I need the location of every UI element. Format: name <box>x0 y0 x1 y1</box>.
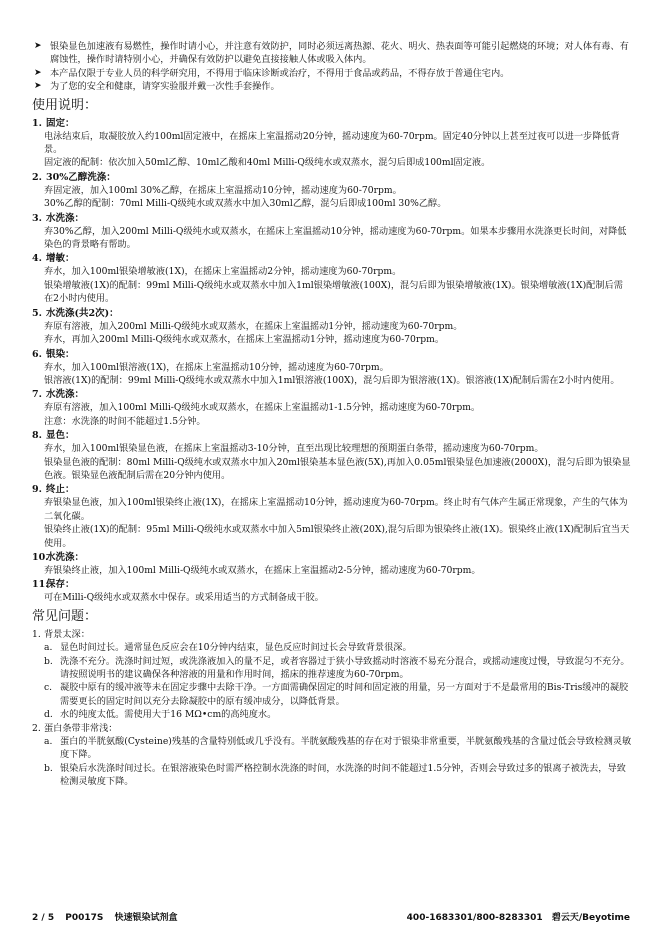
step-line: 银染显色液的配制：80ml Milli-Q级纯水或双蒸水中加入20ml银染基本显色液(5X),再加入0.05ml银染显色加速液(2000X)，混匀后即为银染显色液。银染显色液配制后需在20分钟内使用。 <box>44 456 631 481</box>
step-line: 弃水，加入100ml银染增敏液(1X)，在摇床上室温摇动2分钟，摇动速度为60-70rpm。 <box>44 266 402 278</box>
step-item: 2. 30%乙醇洗涤： 弃固定液，加入100ml 30%乙醇，在摇床上室温摇动10分钟，摇动速度为60-70rpm。 30%乙醇的配制：70ml Milli-Q级纯水或双蒸水中加入30ml乙醇，混匀后即成100ml 30%乙醇。 <box>32 171 632 211</box>
step-item: 11.保存： 可在Milli-Q级纯水或双蒸水中保存。或采用适当的方式制备成干胶。 <box>32 578 632 604</box>
step-item: 5. 水洗涤(共2次)： 弃原有溶液，加入200ml Milli-Q级纯水或双蒸水，在摇床上室温摇动1分钟，摇动速度为60-70rpm。 弃水，再加入200ml Milli-Q级纯水或双蒸水，在摇床上室温摇动1分钟，摇动速度为60-70rpm。 <box>32 307 632 347</box>
step-item: 7. 水洗涤： 弃原有溶液，加入100ml Milli-Q级纯水或双蒸水，在摇床上室温摇动1-1.5分钟，摇动速度为60-70rpm。 注意：水洗涤的时间不能超过1.5分钟。 <box>32 388 632 428</box>
step-item: 8. 显色： 弃水，加入100ml银染显色液，在摇床上室温摇动3-10分钟，直至出现比较理想的预期蛋白条带，摇动速度为60-70rpm。 银染显色液的配制：80ml Milli-Q级纯水或双蒸水中加入20ml银染基本显色液(5X),再加入0.05ml银染显色加速液(2000X)，混匀后即为银染显色液。银染显色液配制后需在20分钟内使用。 <box>32 430 631 481</box>
step-line: 弃固定液，加入100ml 30%乙醇，在摇床上室温摇动10分钟，摇动速度为60-70rpm。 <box>44 184 402 196</box>
step-line: 弃水，再加入200ml Milli-Q级纯水或双蒸水，在摇床上室温摇动1分钟，摇动速度为60-70rpm。 <box>44 334 445 346</box>
step-item: 10.水洗涤： 弃银染终止液，加入100ml Milli-Q级纯水或双蒸水，在摇床上室温摇动2-5分钟，摇动速度为60-70rpm。 <box>32 551 632 577</box>
document-page <box>32 40 632 789</box>
faq-heading: 常见问题： <box>32 608 98 624</box>
steps-list <box>32 117 632 605</box>
step-line: 注意：水洗涤的时间不能超过1.5分钟。 <box>44 415 206 427</box>
step-item: 9. 终止： 弃银染显色液，加入100ml银染终止液(1X)，在摇床上室温摇动10分钟，摇动速度为60-70rpm。终止时有气体产生属正常现象，产生的气体为二氧化碳。 银染终止液(1X)的配制：95ml Milli-Q级纯水或双蒸水中加入5ml银染终止液(20X),混匀后即为银染终止液(1X)。银染终止液(1X)配制后宜当天使用。 <box>32 483 632 550</box>
phone-number: 400-1683301/800-8283301 <box>406 913 543 923</box>
faq-list <box>32 628 632 789</box>
step-line: 银染增敏液(1X)的配制：99ml Milli-Q级纯水或双蒸水中加入1ml银染增敏液(100X)，混匀后即为银染增敏液(1X)。银染增敏液(1X)配制后需在2小时内使用。 <box>44 279 623 305</box>
note-item: ➤ 本产品仅限于专业人员的科学研究用，不得用于临床诊断或治疗，不得用于食品或药品，不得存放于普通住宅内。 <box>34 67 510 79</box>
step-line: 电泳结束后，取凝胶放入约100ml固定液中，在摇床上室温摇动20分钟，摇动速度为60-70rpm。固定40分钟以上甚至过夜可以进一步降低背景。 <box>44 130 620 156</box>
brand-name: 碧云天/Beyotime <box>551 913 630 923</box>
step-line: 银溶液(1X)的配制：99ml Milli-Q级纯水或双蒸水中加入1ml银溶液(100X)，混匀后即为银溶液(1X)。银溶液(1X)配制后需在2小时内使用。 <box>44 374 620 386</box>
note-item: ➤ 为了您的安全和健康，请穿实验服并戴一次性手套操作。 <box>34 81 280 93</box>
step-line: 弃原有溶液，加入200ml Milli-Q级纯水或双蒸水，在摇床上室温摇动1分钟，摇动速度为60-70rpm。 <box>44 320 463 332</box>
safety-notes <box>32 40 632 94</box>
step-item: 6. 银染： 弃水，加入100ml银溶液(1X)，在摇床上室温摇动10分钟，摇动速度为60-70rpm。 银溶液(1X)的配制：99ml Milli-Q级纯水或双蒸水中加入1ml银溶液(100X)，混匀后即为银溶液(1X)。银溶液(1X)配制后需在2小时内使用。 <box>32 348 632 388</box>
faq-item: 1. 背景太深： a. 显色时间过长。通常显色反应会在10分钟内结束，显色反应时间过长会导致背景很深。 b. 洗涤不充分。洗涤时间过短，或洗涤液加入的量不足，或者容器过于狭小导致摇动时溶液不易充分混合，或摇动速度过慢，导致混匀不充分。请按照说明书的建议确保各种溶液的用量和作用时间，摇床的推荐速度为60-70rpm。 c. 凝胶中原有的缓冲液等未在固定步骤中去除干净。一方面需确保固定的时间和固定液的用量，另一方面对于不是最常用的Bis-Tris缓冲的凝胶需要更长的固定时间以充分去除凝胶中的原有缓冲成分，以降低背景。 d. 水的纯度太低。需使用大于16 MΩ•cm的高纯度水。 <box>32 628 630 721</box>
step-line: 弃水，加入100ml银溶液(1X)，在摇床上室温摇动10分钟，摇动速度为60-70rpm。 <box>44 361 389 373</box>
step-item: 4. 增敏： 弃水，加入100ml银染增敏液(1X)，在摇床上室温摇动2分钟，摇动速度为60-70rpm。 银染增敏液(1X)的配制：99ml Milli-Q级纯水或双蒸水中加入1ml银染增敏液(100X)，混匀后即为银染增敏液(1X)。银染增敏液(1X)配制后需在2小时内使用。 <box>32 252 632 305</box>
usage-heading: 使用说明： <box>32 97 98 113</box>
product-name: 快速银染试剂盒 <box>114 913 178 923</box>
step-item: 3. 水洗涤： 弃30%乙醇，加入200ml Milli-Q级纯水或双蒸水，在摇床上室温摇动10分钟，摇动速度为60-70rpm。如果本步骤用水洗涤更长时间，对降低染色的背景略有帮助。 <box>32 212 632 252</box>
step-line: 弃水，加入100ml银染显色液，在摇床上室温摇动3-10分钟，直至出现比较理想的预期蛋白条带，摇动速度为60-70rpm。 <box>44 443 544 455</box>
step-line: 弃银染显色液，加入100ml银染终止液(1X)，在摇床上室温摇动10分钟，摇动速度为60-70rpm。终止时有气体产生属正常现象，产生的气体为二氧化碳。 <box>44 497 628 522</box>
note-item: ➤ 银染显色加速液有易燃性，操作时请小心，并注意有效防护，同时必须远离热源、花火、明火、热表面等可能引起燃烧的环境；对人体有毒、有腐蚀性，操作时请特别小心，并确保有效防护以避免直接接触人体或吸入体内。 <box>34 41 629 66</box>
arrow-bullet-icon: ➤ <box>34 41 42 51</box>
arrow-bullet-icon: ➤ <box>34 67 42 78</box>
product-code: P0017S <box>65 913 104 923</box>
step-line: 弃银染终止液，加入100ml Milli-Q级纯水或双蒸水，在摇床上室温摇动2-5分钟，摇动速度为60-70rpm。 <box>44 564 481 576</box>
step-line: 弃原有溶液，加入100ml Milli-Q级纯水或双蒸水，在摇床上室温摇动1-1.5分钟，摇动速度为60-70rpm。 <box>44 402 481 414</box>
page-number: 2 / 5 <box>32 913 55 923</box>
step-line: 可在Milli-Q级纯水或双蒸水中保存。或采用适当的方式制备成干胶。 <box>44 592 324 604</box>
faq-item: 2. 蛋白条带非常浅： a. 蛋白的半胱氨酸(Cysteine)残基的含量特别低或几乎没有。半胱氨酸残基的存在对于银染非常重要，半胱氨酸残基的含量过低会导致检测灵敏度下降。 b. 银染后水洗涤时间过长。在银溶液染色时需严格控制水洗涤的时间，水洗涤的时间不能超过1.5分钟，否则会导致过多的银离子被洗去，导致检测灵敏度下降。 <box>32 722 632 788</box>
page-footer <box>32 910 630 923</box>
step-item: 1. 固定： 电泳结束后，取凝胶放入约100ml固定液中，在摇床上室温摇动20分钟，摇动速度为60-70rpm。固定40分钟以上甚至过夜可以进一步降低背景。 固定液的配制：依次加入50ml乙醇、10ml乙酸和40ml Milli-Q级纯水或双蒸水，混匀后即成100ml固定液。 <box>32 117 632 170</box>
step-line: 银染终止液(1X)的配制：95ml Milli-Q级纯水或双蒸水中加入5ml银染终止液(20X),混匀后即为银染终止液(1X)。银染终止液(1X)配制后宜当天使用。 <box>44 524 630 549</box>
step-line: 固定液的配制：依次加入50ml乙醇、10ml乙酸和40ml Milli-Q级纯水或双蒸水，混匀后即成100ml固定液。 <box>44 157 491 169</box>
step-line: 弃30%乙醇，加入200ml Milli-Q级纯水或双蒸水，在摇床上室温摇动10分钟，摇动速度为60-70rpm。如果本步骤用水洗涤更长时间，对降低染色的背景略有帮助。 <box>44 225 627 251</box>
arrow-bullet-icon: ➤ <box>34 81 42 92</box>
step-line: 30%乙醇的配制：70ml Milli-Q级纯水或双蒸水中加入30ml乙醇，混匀后即成100ml 30%乙醇。 <box>44 198 447 210</box>
